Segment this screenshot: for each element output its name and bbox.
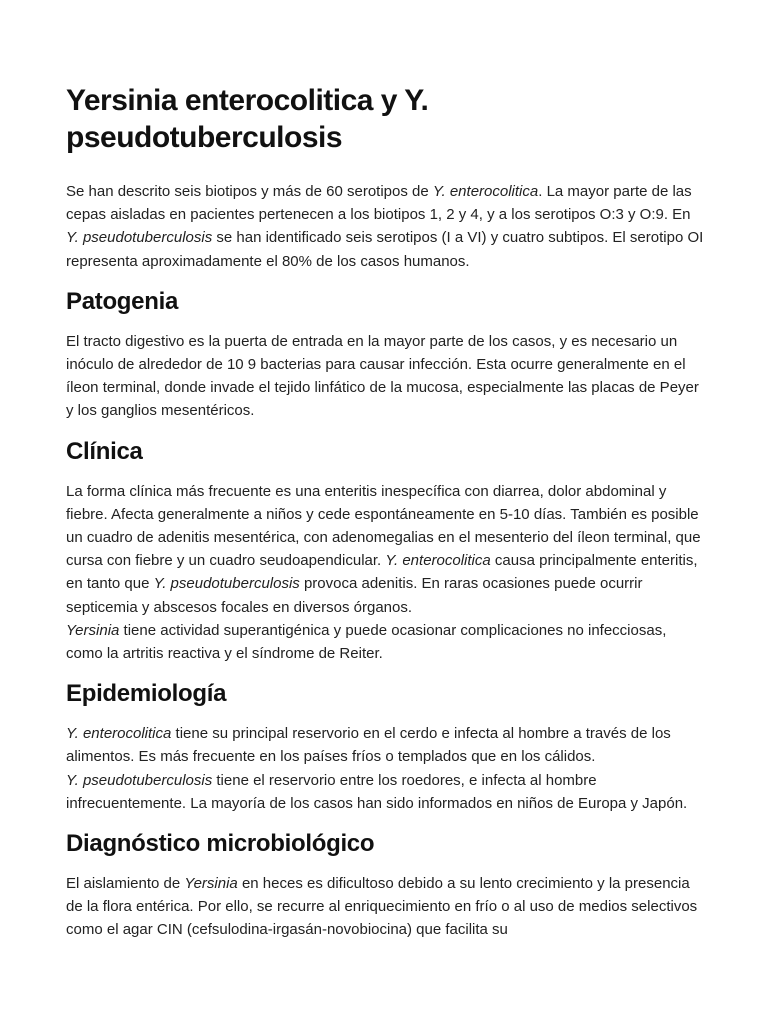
diagnostico-text-1: El aislamiento de [66,875,185,893]
section-diagnostico [66,829,706,942]
epidemiologia-italic-2: Y. pseudotuberculosis [66,771,213,789]
section-clinica [66,437,706,666]
section-epidemiologia [66,679,706,815]
diagnostico-paragraph [66,872,706,942]
clinica-italic-2: Y. pseudotuberculosis [153,575,300,593]
intro-italic-2: Y. pseudotuberculosis [66,229,213,247]
epidemiologia-text-2: tiene el reservorio entre los roedores, e infecta al hombre infrecuentemente. La mayoría de los casos han sido informados en niños de Europa y Japón. [66,771,688,812]
heading-patogenia: Patogenia [66,287,178,315]
clinica-italic-3: Yersinia [66,621,120,639]
clinica-italic-1: Y. enterocolitica [385,552,491,570]
intro-text-1: Se han descrito seis biotipos y más de 60 serotipos de [66,183,433,200]
heading-epidemiologia: Epidemiología [66,680,227,708]
clinica-paragraph [66,480,706,666]
heading-clinica: Clínica [66,437,143,465]
diagnostico-text-2: en heces es dificultoso debido a su lento crecimiento y la presencia de la flora entérica. Por ello, se recurre al enriquecimiento en frío o al uso de medios selectivos como el agar CIN (cefsulodina-irgasán-novobiocina) que facilita su [66,875,698,939]
heading-diagnostico: Diagnóstico microbiológico [66,830,375,858]
article [66,82,706,942]
diagnostico-italic-1: Yersinia [184,875,238,893]
patogenia-paragraph: El tracto digestivo es la puerta de entrada en la mayor parte de los casos, y es necesario un inóculo de alrededor de 10 9 bacterias para causar infección. Esta ocurre generalmente en el íleon terminal, donde invade el tejido linfático de la mucosa, especialmente las placas de Peyer y los ganglios mesentéricos. [66,332,699,420]
intro-text-2: . La mayor parte de las cepas aisladas en pacientes pertenecen a los biotipos 1, 2 y 4, y a los serotipos O:3 y O:9. En [66,183,692,224]
clinica-text-2: causa principalmente enteritis, en tanto que [66,552,698,593]
clinica-text-4: tiene actividad superantigénica y puede ocasionar complicaciones no infecciosas, como la artritis reactiva y el síndrome de Reiter. [66,621,667,663]
epidemiologia-italic-1: Y. enterocolitica [66,725,172,743]
section-patogenia [66,287,706,423]
intro-italic-1: Y. enterocolitica [432,183,539,200]
clinica-text-1: La forma clínica más frecuente es una enteritis inespecífica con diarrea, dolor abdominal y fiebre. Afecta generalmente a niños y cede espontáneamente en 5-10 días. También es posible un cuadro de adenitis mesentérica, con adenomegalias en el mesenterio del íleon terminal, que cursa con fiebre y un cuadro seudoapendicular. [66,482,701,570]
epidemiologia-text-1: tiene su principal reservorio en el cerdo e infecta al hombre a través de los alimentos. Es más frecuente en los países fríos o templados que en los cálidos. [66,725,671,766]
page-title: Yersinia enterocolitica y Y. pseudotuberculosis [66,84,429,154]
intro-paragraph [66,180,706,273]
intro-text-3: se han identificado seis serotipos (I a VI) y cuatro subtipos. El serotipo OI representa aproximadamente el 80% de los casos humanos. [66,229,704,270]
clinica-text-3: provoca adenitis. En raras ocasiones puede ocurrir septicemia y abscesos focales en diversos órganos. [66,575,643,616]
epidemiologia-paragraph [66,722,706,815]
